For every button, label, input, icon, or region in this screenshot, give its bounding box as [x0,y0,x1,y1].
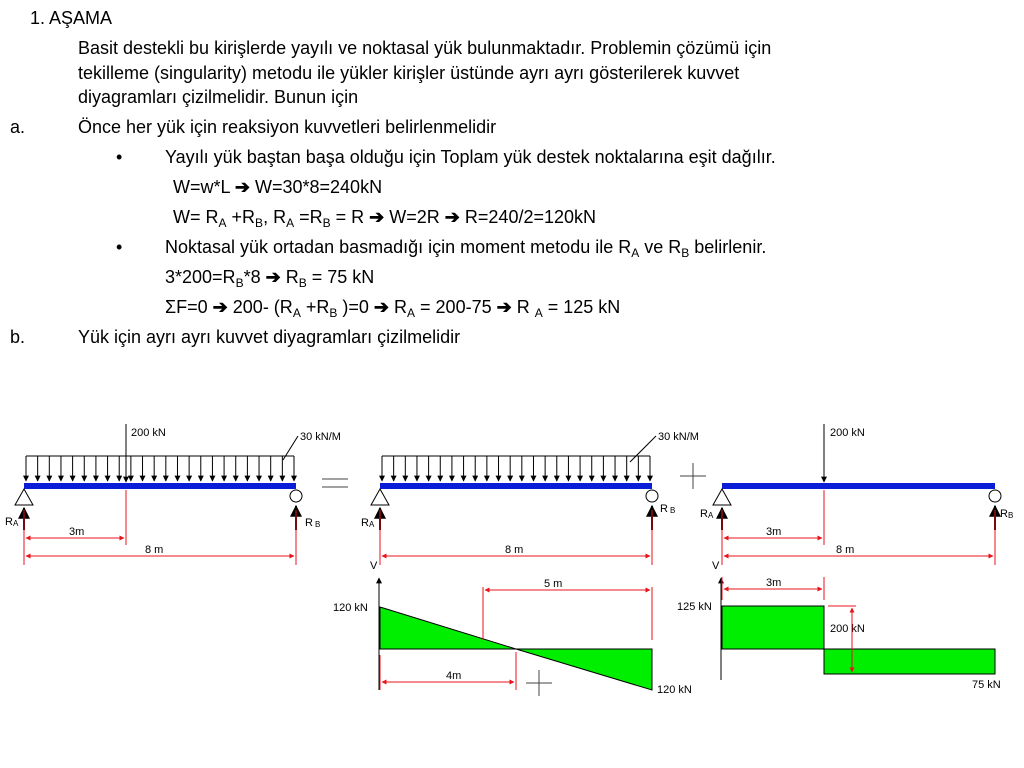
pin-support-1 [15,489,33,505]
bullet-1-marker: • [116,147,123,167]
dim-4m-label: 4m [446,670,462,682]
arrow-icon: ➔ [373,297,389,317]
bullet-2-text: Noktasal yük ortadan basmadığı için moment metodu ile $R_A$ ve $R_B$ belirlenir. [165,237,767,260]
bullet-2-marker: • [116,237,123,257]
equation-3: $3*200=R_B*8$ ➔ $R_B = 75$ kN [165,267,375,290]
arrow-icon: ➔ [496,297,512,317]
rb-label-3: RB [1000,508,1014,520]
equation-1: W=w*L ➔ W=30*8=240kN [173,177,383,197]
load-30-label-2: 30 kN/M [658,431,699,443]
v-axis-label-2: V [712,560,720,572]
item-a-text: Önce her yük için reaksiyon kuvvetleri belirlenmelidir [78,117,497,137]
load-200-label-3: 200 kN [830,427,865,439]
shear-diagram-2 [677,560,1001,691]
load-200-label-1: 200 kN [131,427,166,439]
shear1-bottom-label: 120 kN [657,684,692,696]
pin-support-3 [713,489,731,505]
load-30-label-1: 30 kN/M [300,431,341,443]
shear-area-negative-1 [516,649,652,690]
item-b-marker: b. [10,327,26,347]
dim-8m-label-3: 8 m [836,544,855,556]
item-a-marker: a. [10,117,26,137]
ra-label-1: RA [5,516,19,528]
dim-3m-label-shear: 3m [766,577,782,589]
load-30-leader-2 [630,436,656,462]
ra-label-3: RA [700,508,714,520]
shear-area-positive-2 [722,606,824,649]
beam-1-group [5,424,341,565]
pin-support-2 [371,489,389,505]
arrow-icon: ➔ [265,267,281,287]
roller-support-1 [290,490,302,502]
rb-label-1: R B [305,517,321,529]
roller-support-3 [989,490,1001,502]
beam-2-group [361,431,699,565]
arrow-icon: ➔ [369,207,385,227]
distributed-load-2 [382,456,650,481]
dim-8m-label-1: 8 m [145,544,164,556]
equation-4: ΣF=0 ➔ 200- ($R_A +R_B$ )=0 ➔ $R_A = 200-75$ ➔ R $_A$ = 125 kN [165,297,621,320]
beam-3-group [700,424,1013,565]
shear2-bottom-label: 75 kN [972,679,1001,691]
arrow-icon: ➔ [212,297,228,317]
shear-area-negative-2 [824,649,995,674]
dim-3m-label-1: 3m [69,526,85,538]
arrow-icon: ➔ [444,207,460,227]
equals-sign [322,479,348,487]
dim-3m-label-3: 3m [766,526,782,538]
shear-diagram-1 [333,560,692,696]
intro-line-2: tekilleme (singularity) metodu ile yükler kirişler üstünde ayrı ayrı gösterilerek kuvvet [78,63,740,83]
distributed-load-1 [26,456,294,481]
roller-support-2 [646,490,658,502]
item-b-text: Yük için ayrı ayrı kuvvet diyagramları çizilmelidir [78,327,461,347]
dim-8m-label-2: 8 m [505,544,524,556]
ra-label-2: RA [361,517,375,529]
intro-line-3: diyagramları çizilmelidir. Bunun için [78,87,359,107]
equation-2: $W= R_A +R_B$, $R_A =R_B = R$ ➔ W=2R ➔ R=240/2=120kN [173,207,597,230]
bullet-1-text: Yayılı yük baştan başa olduğu için Toplam yük destek noktalarına eşit dağılır. [165,147,776,167]
heading: 1. AŞAMA [30,8,113,28]
rb-label-2: R B [660,503,676,515]
shear1-top-label: 120 kN [333,602,368,614]
arrow-icon: ➔ [234,177,250,197]
dim-5m-label: 5 m [544,578,563,590]
shear2-middle-label: 200 kN [830,623,865,635]
plus-sign-1 [680,463,706,489]
plus-sign-2 [526,670,552,696]
shear-area-positive-1 [380,607,516,649]
intro-line-1: Basit destekli bu kirişlerde yayılı ve noktasal yük bulunmaktadır. Problemin çözümü için [78,38,772,58]
v-axis-label-1: V [370,560,378,572]
shear2-top-label: 125 kN [677,601,712,613]
